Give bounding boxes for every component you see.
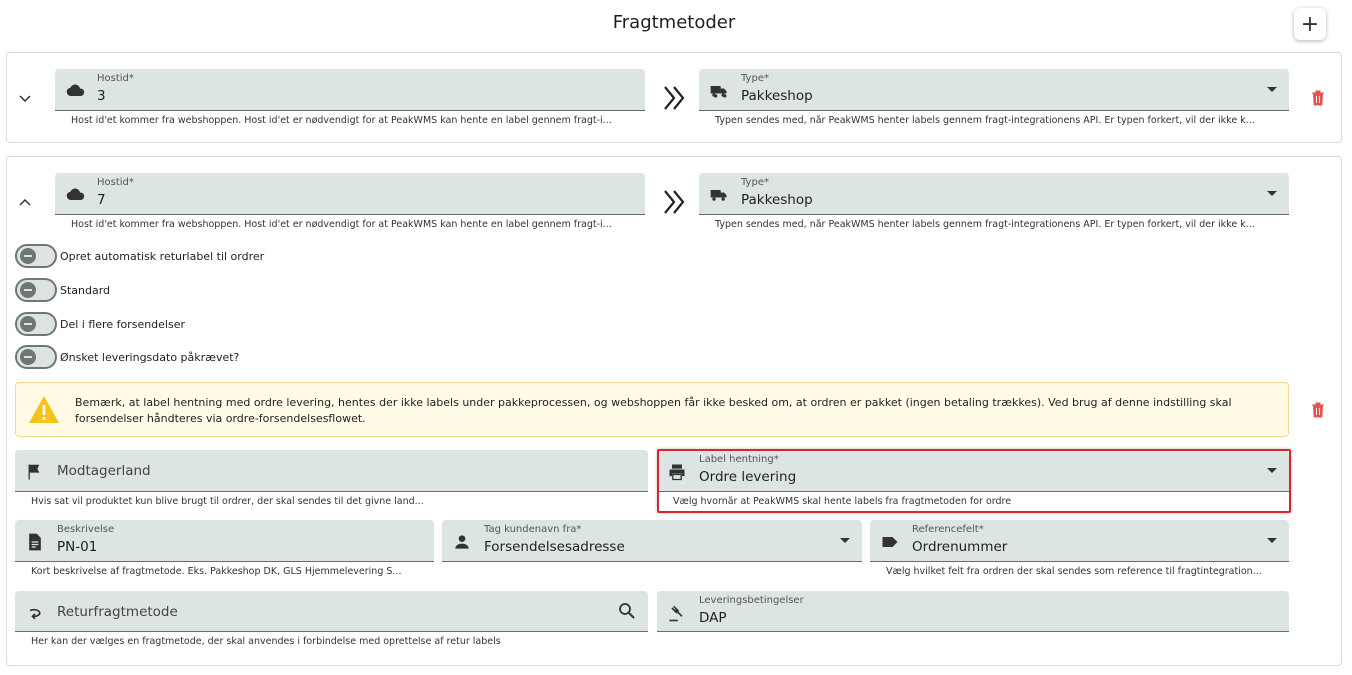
- label-fetch-helper: Vælg hvornår at PeakWMS skal hente labels fra fragtmetoden for ordre: [673, 496, 1012, 507]
- hostid-field[interactable]: [55, 173, 645, 215]
- reference-field-select[interactable]: [870, 520, 1289, 562]
- person-icon: [452, 532, 472, 552]
- toggle-label: Del i flere forsendelser: [60, 317, 186, 331]
- toggle-switch[interactable]: [15, 278, 57, 302]
- type-helper: Typen sendes med, når PeakWMS henter labels gennem fragt-integrationens API. Er typen forkert, vil der ikke k...: [715, 219, 1255, 230]
- search-icon[interactable]: [618, 602, 636, 620]
- hostid-helper: Host id'et kommer fra webshoppen. Host id'et er nødvendigt for at PeakWMS kan hente en label gennem fragt-i...: [71, 219, 612, 230]
- toggle-label: Standard: [60, 283, 111, 297]
- toggle-label: Ønsket leveringsdato påkrævet?: [60, 350, 240, 364]
- chevron-down-icon[interactable]: [17, 90, 33, 106]
- description-helper: Kort beskrivelse af fragtmetode. Eks. Pakkeshop DK, GLS Hjemmelevering S...: [31, 566, 402, 577]
- type-label: Type*: [741, 73, 769, 84]
- document-icon: [25, 532, 45, 552]
- delete-icon[interactable]: [1311, 90, 1325, 106]
- delivery-terms-value: DAP: [699, 610, 727, 626]
- description-field[interactable]: [15, 520, 434, 562]
- double-chevron-right-icon: [661, 189, 687, 215]
- add-freight-method-button[interactable]: [1294, 8, 1326, 40]
- dropdown-arrow-icon: [1267, 87, 1277, 92]
- type-value: Pakkeshop: [741, 192, 813, 208]
- toggle-label: Opret automatisk returlabel til ordrer: [60, 249, 265, 263]
- description-label: Beskrivelse: [57, 524, 115, 535]
- hostid-label: Hostid*: [97, 73, 134, 84]
- double-chevron-right-icon: [661, 85, 687, 111]
- delete-icon[interactable]: [1311, 402, 1325, 418]
- flag-icon: [25, 462, 45, 482]
- dropdown-arrow-icon: [840, 538, 850, 543]
- hostid-value: 3: [97, 88, 106, 104]
- tag-icon: [880, 532, 900, 552]
- delivery-terms-field[interactable]: [657, 591, 1289, 632]
- return-freight-method-helper: Her kan der vælges en fragtmetode, der skal anvendes i forbindelse med oprettelse af retur labels: [31, 636, 501, 647]
- toggle-auto-return-label[interactable]: [15, 244, 264, 268]
- toggle-split-shipments[interactable]: [15, 312, 185, 336]
- hostid-value: 7: [97, 192, 106, 208]
- type-select[interactable]: [699, 173, 1289, 215]
- cloud-icon: [65, 185, 85, 205]
- chevron-up-icon[interactable]: [17, 194, 33, 210]
- label-fetch-label: Label hentning*: [699, 454, 779, 465]
- warning-icon: [28, 395, 60, 425]
- reference-field-value: Ordrenummer: [912, 539, 1008, 555]
- toggle-switch[interactable]: [15, 345, 57, 369]
- recipient-country-field[interactable]: [15, 450, 648, 492]
- toggle-switch[interactable]: [15, 312, 57, 336]
- hostid-helper: Host id'et kommer fra webshoppen. Host id'et er nødvendigt for at PeakWMS kan hente en label gennem fragt-i...: [71, 115, 612, 126]
- recipient-country-helper: Hvis sat vil produktet kun blive brugt til ordrer, der skal sendes til det givne land...: [31, 496, 424, 507]
- toggle-standard[interactable]: [15, 278, 110, 302]
- hostid-field[interactable]: [55, 69, 645, 111]
- toggle-delivery-date-required[interactable]: [15, 345, 239, 369]
- reference-field-helper: Vælg hvilket felt fra ordren der skal sendes som reference til fragtintegration...: [886, 566, 1262, 577]
- type-helper: Typen sendes med, når PeakWMS henter labels gennem fragt-integrationens API. Er typen forkert, vil der ikke k...: [715, 115, 1255, 126]
- description-value: PN-01: [57, 539, 98, 555]
- warning-text: Bemærk, at label hentning med ordre levering, hentes der ikke labels under pakkeprocessen, og webshoppen får ikke besked om, at ordren er pakket (ingen betaling trækkes). Ved brug af denne indstilling skal forsendelser håndteres via ordre-forsendelsesflowet.: [75, 396, 1232, 425]
- customer-name-source-select[interactable]: [442, 520, 862, 562]
- dropdown-arrow-icon: [1267, 538, 1277, 543]
- dropdown-arrow-icon: [1267, 191, 1277, 196]
- toggle-switch[interactable]: [15, 244, 57, 268]
- page-title: Fragtmetoder: [612, 12, 736, 33]
- delivery-terms-label: Leveringsbetingelser: [699, 595, 804, 606]
- type-value: Pakkeshop: [741, 88, 813, 104]
- recipient-country-placeholder: Modtagerland: [57, 463, 151, 479]
- highlight-box: [657, 449, 1291, 513]
- plus-icon: +: [1300, 11, 1320, 37]
- return-freight-method-placeholder: Returfragtmetode: [57, 604, 178, 620]
- reference-field-label: Referencefelt*: [912, 524, 984, 535]
- cloud-icon: [65, 81, 85, 101]
- label-fetch-value: Ordre levering: [699, 469, 797, 485]
- truck-icon: [709, 185, 729, 205]
- gavel-icon: [667, 603, 687, 623]
- truck-icon: [709, 81, 729, 101]
- type-select[interactable]: [699, 69, 1289, 111]
- hostid-label: Hostid*: [97, 177, 134, 188]
- type-label: Type*: [741, 177, 769, 188]
- customer-name-source-value: Forsendelsesadresse: [484, 539, 625, 555]
- customer-name-source-label: Tag kundenavn fra*: [484, 524, 582, 535]
- return-freight-method-field[interactable]: [15, 591, 648, 632]
- return-icon: [25, 603, 45, 623]
- warning-alert: [15, 382, 1289, 437]
